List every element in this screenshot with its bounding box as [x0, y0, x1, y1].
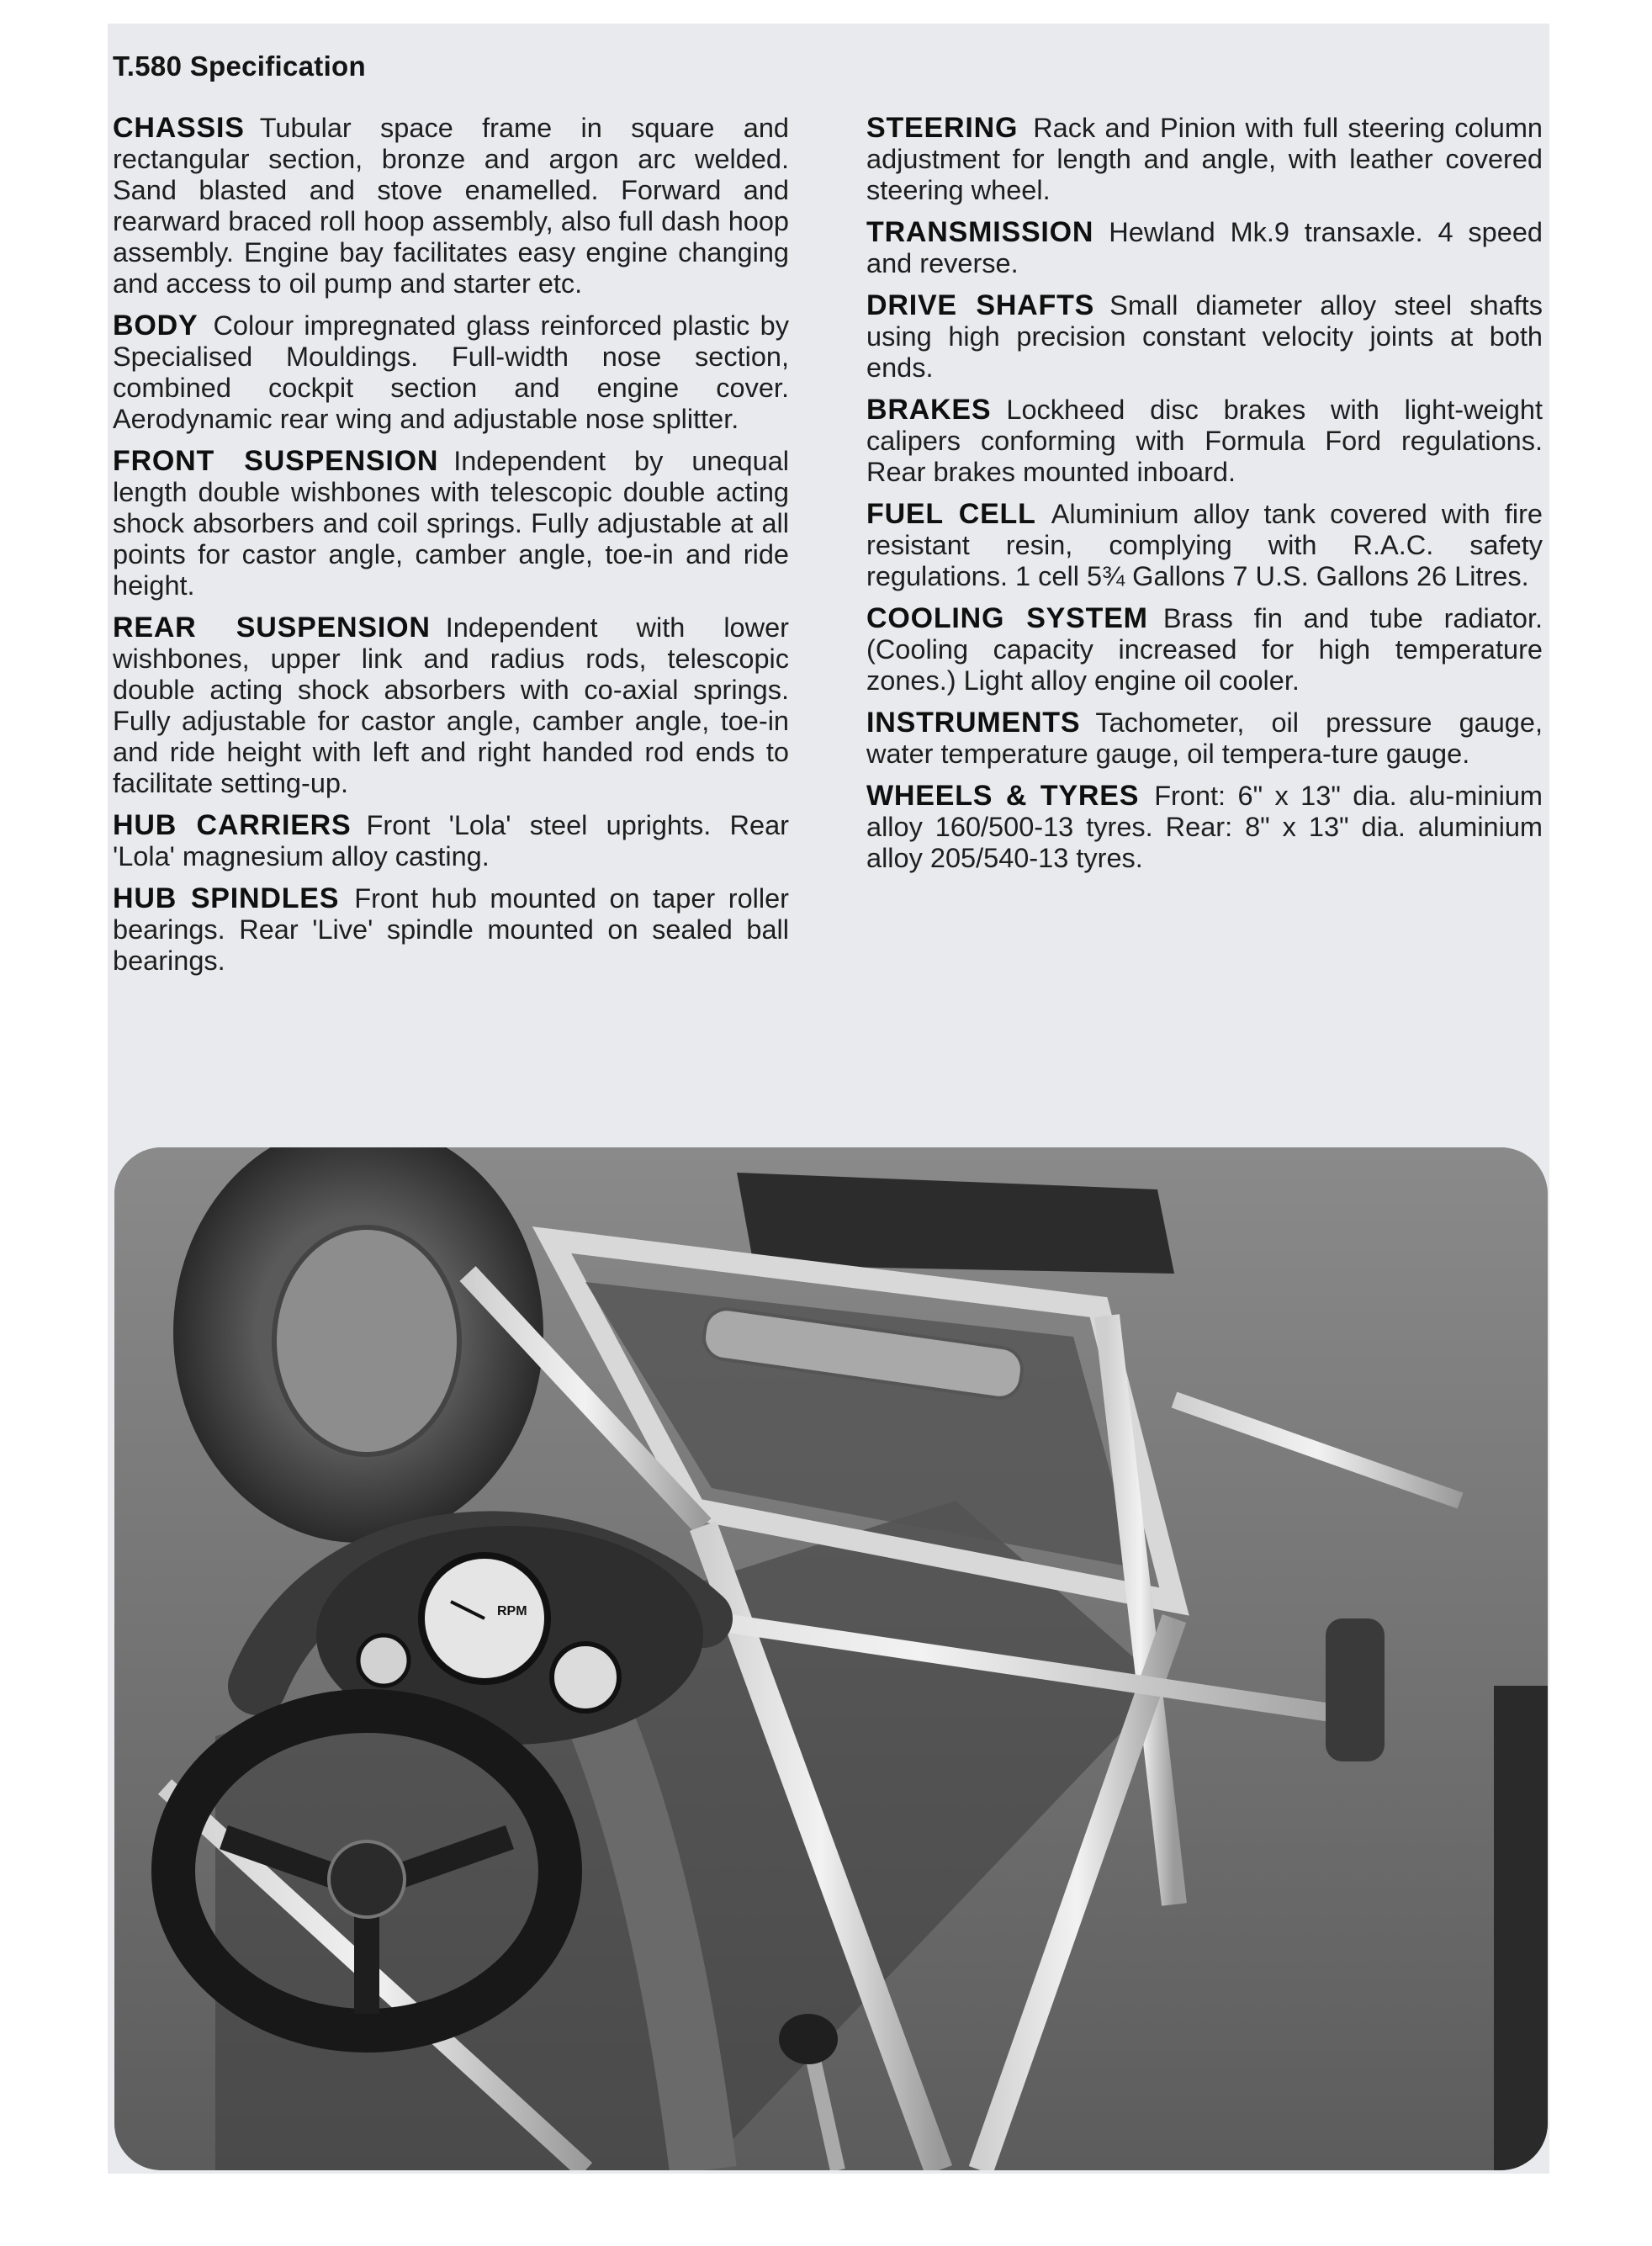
tachometer-label: RPM: [497, 1604, 527, 1618]
spec-rear-suspension: [113, 612, 789, 799]
spec-heading: DRIVE SHAFTS: [866, 289, 1095, 321]
spec-instruments: [866, 707, 1543, 770]
rear-shock-absorber: [1326, 1618, 1385, 1761]
spec-heading: STEERING: [866, 112, 1019, 144]
spec-brakes: [866, 395, 1543, 488]
spec-front-suspension: [113, 446, 789, 601]
spec-heading: INSTRUMENTS: [866, 707, 1081, 739]
spec-text: Front: 6" x 13" dia. alu-minium alloy 160/500-13 tyres. Rear: 8" x 13" dia. aluminium alloy 205/540-13 tyres.: [866, 781, 1543, 873]
spec-heading: FUEL CELL: [866, 498, 1036, 530]
spec-text: Independent by unequal length double wishbones with telescopic double acting shock absorbers and coil springs. Fully adjustable at all points for castor angle, camber angle, toe-in and ride height.: [113, 446, 790, 601]
spec-text: Small diameter alloy steel shafts using high precision constant velocity joints at both ends.: [866, 290, 1543, 383]
spec-text: Independent with lower wishbones, upper link and radius rods, telescopic double acting shock absorbers with co-axial springs. Fully adjustable for castor angle, camber angle, toe-in and ride height with left and right handed rod ends to facilitate setting-up.: [113, 612, 789, 798]
spec-chassis: [113, 113, 789, 299]
right-front-tyre: [1494, 1686, 1548, 2170]
page-title: T.580 Specification: [113, 50, 366, 82]
spec-heading: FRONT SUSPENSION: [113, 445, 439, 477]
spec-heading: HUB SPINDLES: [113, 882, 340, 914]
spec-text: Aluminium alloy tank covered with fire resistant resin, complying with R.A.C. safety regulations. 1 cell 5¾ Gallons 7 U.S. Gallons 26 Litres.: [866, 499, 1543, 591]
spec-heading: BODY: [113, 310, 199, 342]
spec-heading: CHASSIS: [113, 112, 245, 144]
spec-heading: HUB CARRIERS: [113, 809, 352, 841]
spec-text: Front 'Lola' steel uprights. Rear 'Lola' magnesium alloy casting.: [113, 810, 790, 871]
spec-body: [113, 310, 789, 435]
spec-heading: TRANSMISSION: [866, 216, 1094, 248]
right-spec-column: [866, 113, 1543, 885]
spec-text: Rack and Pinion with full steering column adjustment for length and angle, with leather covered steering wheel.: [866, 113, 1543, 205]
spec-hub-spindles: [113, 883, 789, 977]
spec-heading: WHEELS & TYRES: [866, 780, 1140, 812]
spec-text: Tachometer, oil pressure gauge, water temperature gauge, oil tempera-ture gauge.: [866, 707, 1543, 769]
front-wheel-hub: [274, 1227, 459, 1454]
spec-wheels-tyres: [866, 781, 1543, 874]
spec-heading: BRAKES: [866, 394, 992, 426]
spec-text: Tubular space frame in square and rectangular section, bronze and argon arc welded. Sand blasted and stove enamelled. Forward and rearward braced roll hoop assembly, also full dash hoop assembly. Engine bay facilitates easy engine changing and access to oil pump and starter etc.: [113, 113, 789, 299]
spec-drive-shafts: [866, 290, 1543, 384]
temperature-gauge: [358, 1635, 409, 1686]
spec-text: Hewland Mk.9 transaxle. 4 speed and reverse.: [866, 217, 1543, 278]
left-spec-column: [113, 113, 789, 988]
rear-radiator-block: [737, 1173, 1174, 1274]
spec-text: Brass fin and tube radiator. (Cooling capacity increased for high temperature zones.) Light alloy engine oil cooler.: [866, 603, 1543, 696]
steering-wheel-boss: [329, 1841, 405, 1917]
spec-text: Colour impregnated glass reinforced plastic by Specialised Mouldings. Full-width nose section, combined cockpit section and engine cover. Aerodynamic rear wing and adjustable nose splitter.: [113, 310, 789, 434]
spec-steering: [866, 113, 1543, 206]
spec-transmission: [866, 217, 1543, 279]
oil-pressure-gauge: [552, 1644, 619, 1711]
spec-heading: REAR SUSPENSION: [113, 612, 431, 644]
chassis-photo: [114, 1147, 1548, 2170]
spec-heading: COOLING SYSTEM: [866, 602, 1148, 634]
spec-text: Lockheed disc brakes with light-weight calipers conforming with Formula Ford regulations. Rear brakes mounted inboard.: [866, 395, 1543, 487]
spec-fuel-cell: [866, 499, 1543, 592]
spec-cooling-system: [866, 603, 1543, 697]
gear-lever-knob: [779, 2014, 838, 2064]
chassis-photo-illustration: [114, 1147, 1548, 2170]
spec-text: Front hub mounted on taper roller bearings. Rear 'Live' spindle mounted on sealed ball bearings.: [113, 883, 789, 976]
spec-hub-carriers: [113, 810, 789, 872]
